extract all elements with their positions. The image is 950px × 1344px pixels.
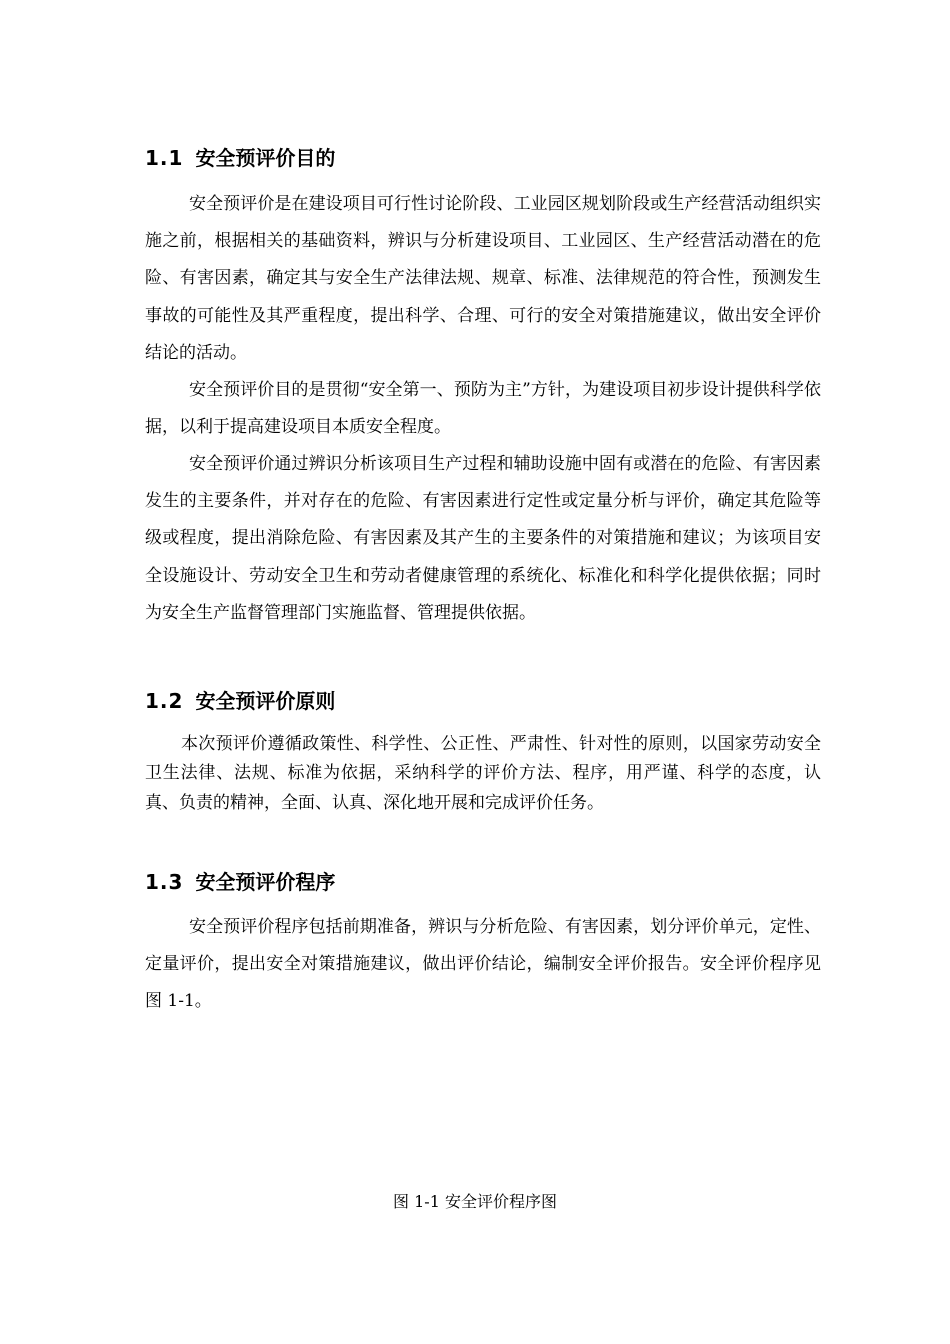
section-number: 1.3 xyxy=(145,870,184,894)
section-title: 安全预评价程序 xyxy=(195,870,336,894)
paragraph: 安全预评价是在建设项目可行性讨论阶段、工业园区规划阶段或生产经营活动组织实施之前，根据相关的基础资料，辨识与分析建设项目、工业园区、生产经营活动潜在的危险、有害因素，确定其与安全生产法律法规、规章、标准、法律规范的符合性，预测发生事故的可能性及其严重程度，提出科学、合理、可行的安全对策措施建议，做出安全评价结论的活动。 xyxy=(145,194,821,363)
section-title: 安全预评价原则 xyxy=(195,689,336,713)
paragraph: 本次预评价遵循政策性、科学性、公正性、严肃性、针对性的原则，以国家劳动安全卫生法律、法规、标准为依据，采纳科学的评价方法、程序，用严谨、科学的态度，认真、负责的精神，全面、认真、深化地开展和完成评价任务。 xyxy=(145,734,821,813)
section-heading-1-2 xyxy=(145,688,335,714)
section-number: 1.1 xyxy=(145,146,184,170)
paragraph: 安全预评价程序包括前期准备，辨识与分析危险、有害因素，划分评价单元，定性、定量评价，提出安全对策措施建议，做出评价结论，编制安全评价报告。安全评价程序见图 1-1。 xyxy=(145,917,821,1012)
section-title: 安全预评价目的 xyxy=(195,146,336,170)
section-heading-1-3 xyxy=(145,869,335,895)
section-number: 1.2 xyxy=(145,689,184,713)
section-heading-1-1 xyxy=(145,145,335,171)
paragraph: 安全预评价目的是贯彻“安全第一、预防为主”方针，为建设项目初步设计提供科学依据，以利于提高建设项目本质安全程度。 xyxy=(145,380,821,438)
figure-caption: 图 1-1 安全评价程序图 xyxy=(393,1192,557,1211)
paragraph: 安全预评价通过辨识分析该项目生产过程和辅助设施中固有或潜在的危险、有害因素发生的主要条件，并对存在的危险、有害因素进行定性或定量分析与评价，确定其危险等级或程度，提出消除危险、有害因素及其产生的主要条件的对策措施和建议；为该项目安全设施设计、劳动安全卫生和劳动者健康管理的系统化、标准化和科学化提供依据；同时为安全生产监督管理部门实施监督、管理提供依据。 xyxy=(145,454,821,623)
